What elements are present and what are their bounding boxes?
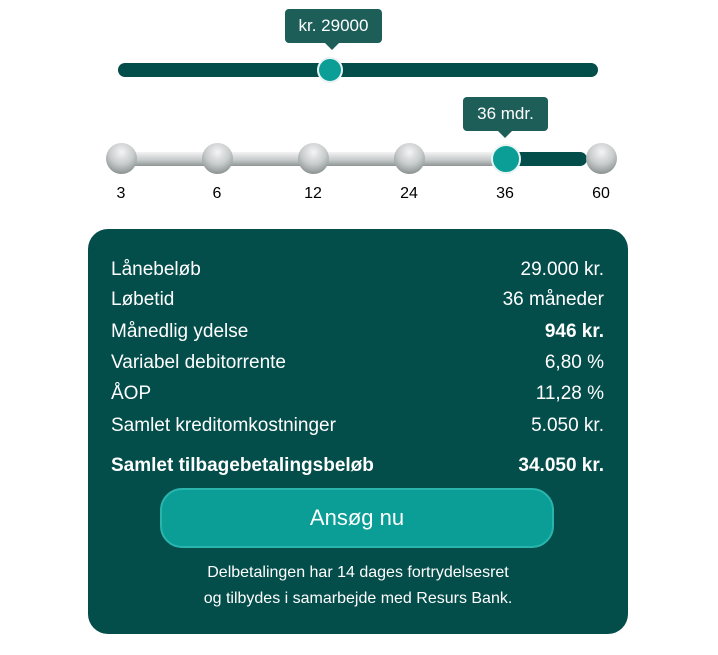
term-slider-thumb[interactable] (491, 144, 521, 174)
term-tooltip: 36 mdr. (463, 97, 548, 131)
summary-row-term (111, 289, 604, 311)
row-label: ÅOP (111, 383, 152, 404)
summary-row-loan-amount (111, 259, 604, 281)
summary-row-credit-costs (111, 415, 604, 437)
term-stop-24[interactable] (394, 143, 425, 174)
disclaimer-note (88, 560, 628, 612)
row-label: Løbetid (111, 289, 175, 310)
term-tick-label: 3 (116, 185, 126, 202)
row-label: Lånebeløb (111, 259, 201, 280)
summary-row-aop (111, 383, 604, 405)
term-tick-label: 12 (304, 185, 322, 202)
amount-slider-track[interactable] (118, 63, 598, 77)
term-stop-6[interactable] (202, 143, 233, 174)
row-value: 946 kr. (544, 321, 604, 342)
disclaimer-line: og tilbydes i samarbejde med Resurs Bank. (203, 590, 513, 607)
row-value: 36 måneder (502, 289, 604, 310)
term-tick-label: 6 (212, 185, 222, 202)
disclaimer-line: Delbetalingen har 14 dages fortrydelsesret (207, 564, 509, 581)
row-label: Samlet tilbagebetalingsbeløb (111, 455, 374, 476)
apply-button[interactable]: Ansøg nu (160, 488, 554, 548)
term-stop-12[interactable] (298, 143, 329, 174)
amount-tooltip: kr. 29000 (285, 9, 382, 43)
row-value: 11,28 % (535, 383, 604, 404)
term-stop-3[interactable] (106, 143, 137, 174)
row-label: Samlet kreditomkostninger (111, 415, 336, 436)
loan-summary-card (88, 229, 628, 634)
row-value: 6,80 % (544, 352, 604, 373)
row-value: 34.050 kr. (518, 455, 604, 476)
summary-row-interest-rate (111, 352, 604, 374)
term-tick-label: 36 (496, 185, 514, 202)
row-value: 29.000 kr. (520, 259, 604, 280)
row-value: 5.050 kr. (531, 415, 604, 436)
term-stop-60[interactable] (586, 143, 617, 174)
term-tick-label: 60 (592, 185, 610, 202)
row-label: Variabel debitorrente (111, 352, 286, 373)
summary-row-total-repayment (111, 455, 604, 477)
amount-slider-thumb[interactable] (317, 57, 343, 83)
row-label: Månedlig ydelse (111, 321, 249, 342)
summary-row-monthly-payment (111, 321, 604, 343)
term-tick-label: 24 (400, 185, 418, 202)
